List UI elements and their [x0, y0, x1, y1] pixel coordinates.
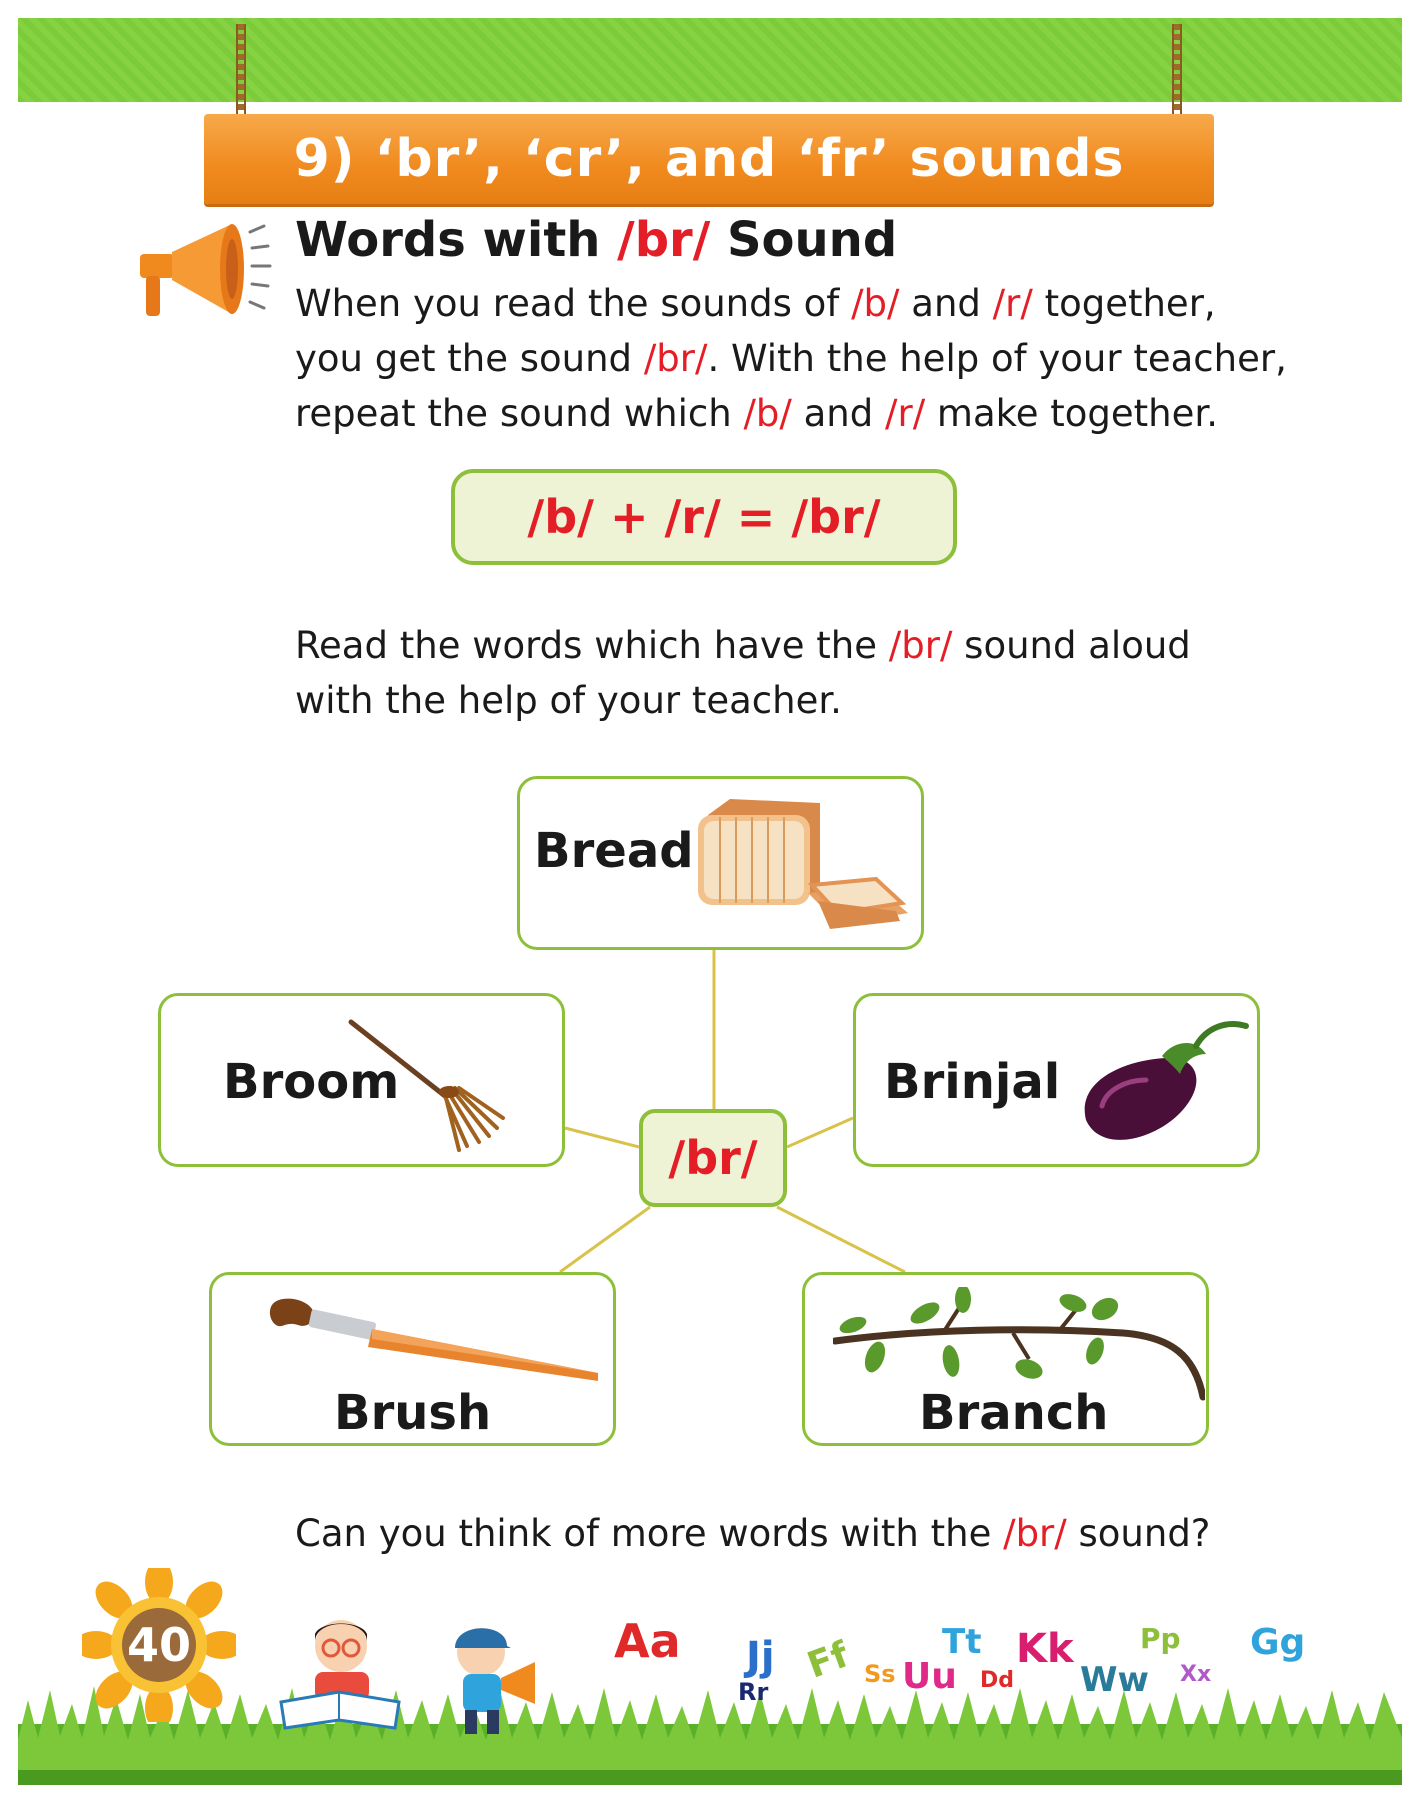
word-broom: Broom	[223, 1054, 400, 1110]
word-card-branch	[802, 1272, 1209, 1446]
center-sound-label: /br/	[668, 1131, 758, 1185]
alphabet-letter: Rr	[738, 1678, 769, 1706]
alphabet-letter: Jj	[746, 1634, 775, 1680]
alphabet-letter: Aa	[614, 1614, 681, 1668]
chapter-title: 9) ‘br’, ‘cr’, and ‘fr’ sounds	[293, 129, 1125, 189]
alphabet-letter: Dd	[980, 1668, 1015, 1693]
alphabet-letter: Tt	[942, 1622, 982, 1662]
bread-icon	[690, 793, 915, 943]
alphabet-letter: Gg	[1250, 1622, 1306, 1663]
alphabet-letter: Ww	[1080, 1660, 1149, 1700]
brush-icon	[268, 1295, 608, 1385]
word-brush: Brush	[334, 1385, 492, 1441]
alphabet-letter: Uu	[902, 1656, 957, 1697]
center-sound-box	[639, 1109, 787, 1207]
word-bread: Bread	[534, 823, 694, 879]
closing-question: Can you think of more words with the /br/ sound?	[295, 1512, 1211, 1555]
alphabet-letter: Kk	[1016, 1626, 1074, 1672]
intro-paragraph: When you read the sounds of /b/ and /r/ together, you get the sound /br/. With the help of your teacher, repeat the sound which /b/ and /r/ make together.	[295, 282, 1287, 435]
word-card-bread	[517, 776, 924, 950]
word-card-brush	[209, 1272, 616, 1446]
word-card-broom	[158, 993, 565, 1167]
formula-text: /b/ + /r/ = /br/	[527, 490, 881, 544]
instruction-paragraph: Read the words which have the /br/ sound aloud with the help of your teacher.	[295, 624, 1191, 722]
sunflower-icon	[82, 1568, 236, 1722]
word-branch: Branch	[919, 1385, 1109, 1441]
word-brinjal: Brinjal	[884, 1054, 1061, 1110]
alphabet-letter: Pp	[1140, 1622, 1181, 1655]
word-card-brinjal	[853, 993, 1260, 1167]
page-number: 40	[122, 1608, 196, 1682]
reading-girl-icon	[275, 1612, 405, 1732]
boy-megaphone-icon	[445, 1618, 555, 1738]
alphabet-letter: Ss	[864, 1660, 896, 1688]
alphabet-letter: Ff	[802, 1634, 855, 1687]
section-title: Words with /br/ Sound	[295, 212, 898, 268]
brinjal-icon	[1066, 1010, 1256, 1160]
broom-icon	[347, 1018, 517, 1158]
alphabet-letter: Xx	[1180, 1662, 1212, 1687]
